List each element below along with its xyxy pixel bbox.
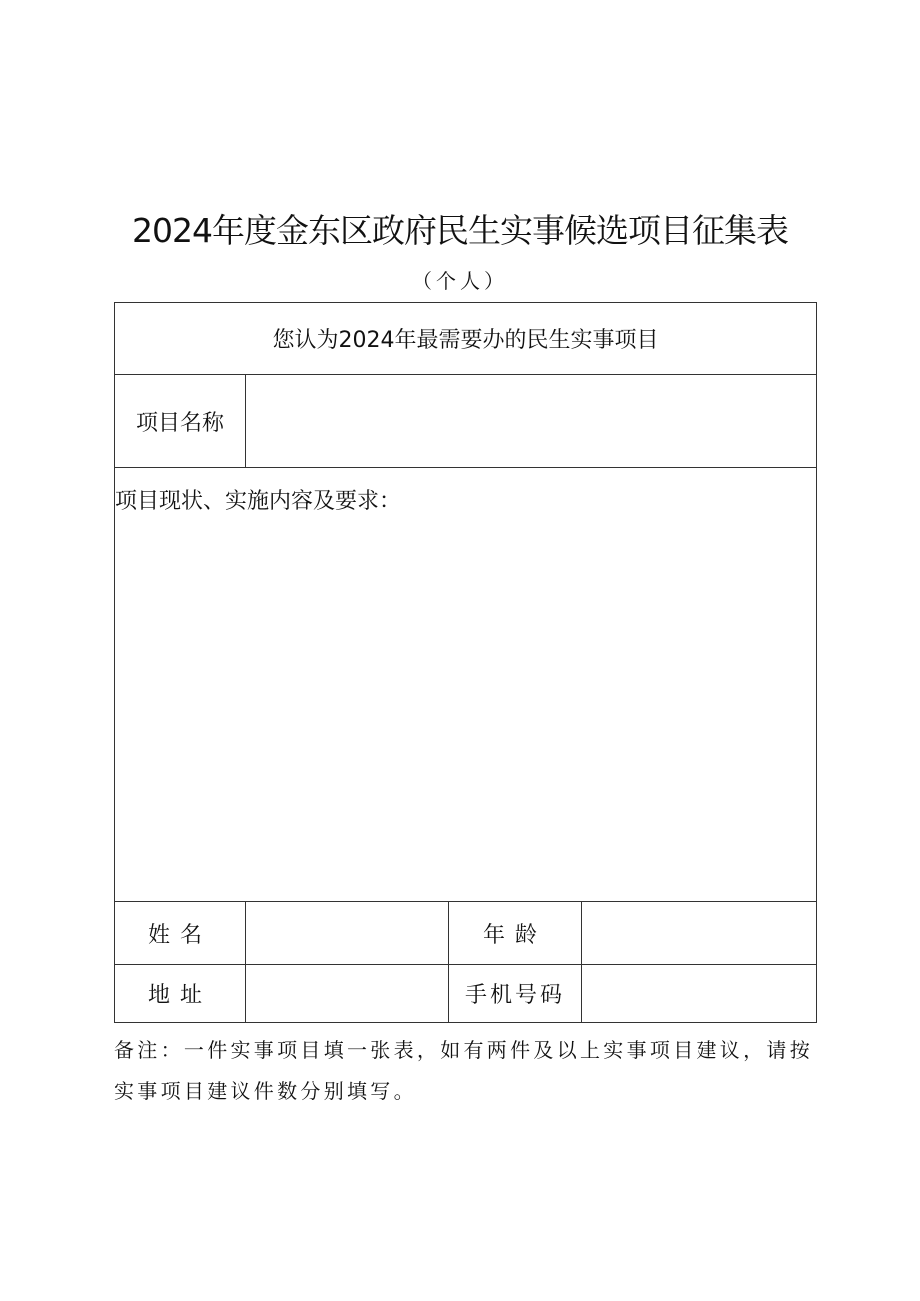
phone-field[interactable]	[582, 965, 817, 1023]
name-field[interactable]	[246, 902, 449, 965]
age-label: 年龄	[449, 902, 582, 965]
footnote	[114, 1030, 814, 1112]
phone-label: 手机号码	[449, 965, 582, 1023]
collection-form	[114, 302, 817, 1023]
document-subtitle: （个人）	[412, 269, 508, 293]
project-description-field[interactable]	[115, 468, 817, 902]
project-name-label: 项目名称	[115, 375, 246, 468]
address-field[interactable]	[246, 965, 449, 1023]
name-label: 姓名	[115, 902, 246, 965]
footnote-line-2: 实事项目建议件数分别填写。	[114, 1079, 417, 1103]
form-header-text: 您认为2024年最需要办的民生实事项目	[272, 328, 659, 353]
form-header	[115, 303, 817, 375]
footnote-line-1: 备注：一件实事项目填一张表，如有两件及以上实事项目建议，请按	[114, 1038, 813, 1062]
project-name-field[interactable]	[246, 375, 817, 468]
address-label: 地址	[115, 965, 246, 1023]
project-description-label: 项目现状、实施内容及要求：	[115, 489, 402, 514]
document-title: 2024年度金东区政府民生实事候选项目征集表	[132, 211, 788, 250]
age-field[interactable]	[582, 902, 817, 965]
